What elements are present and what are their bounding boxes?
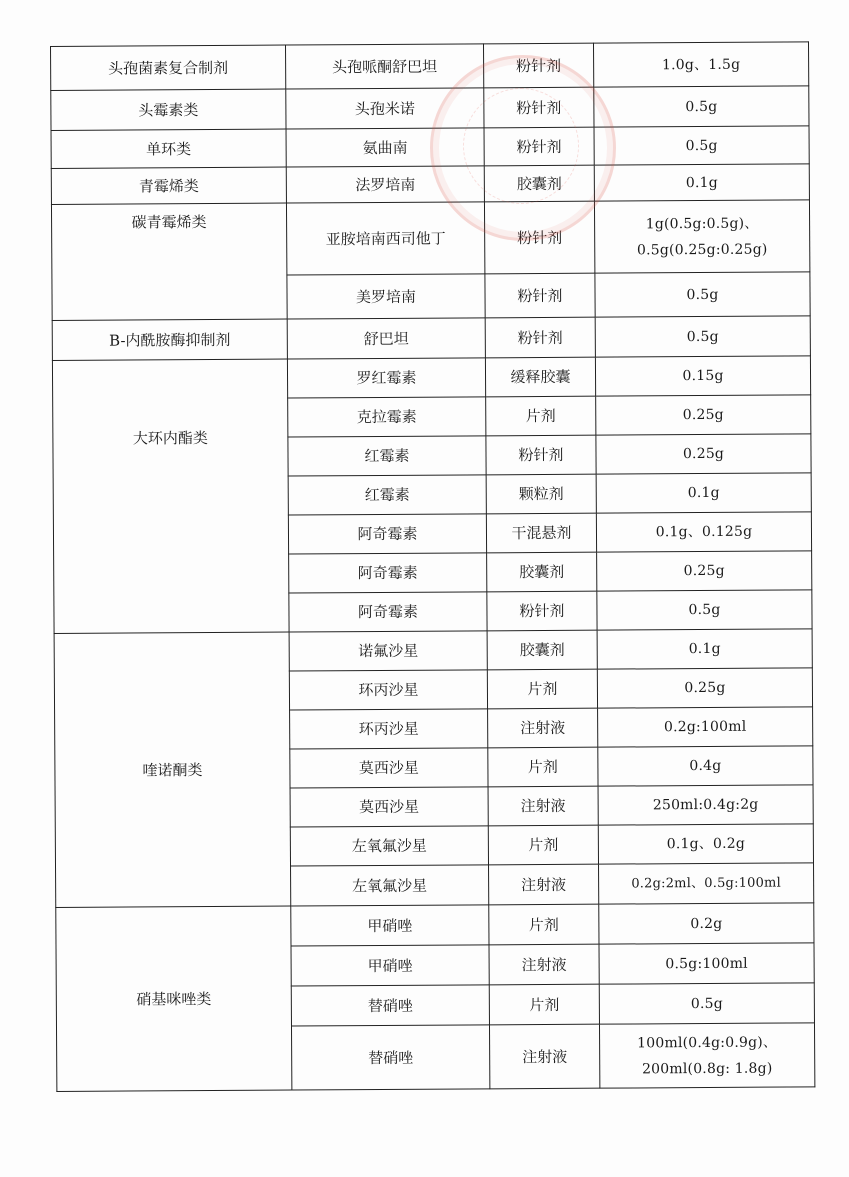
- dosage-form-cell: 片剂: [487, 669, 597, 709]
- dosage-form-cell: 注射液: [488, 786, 598, 826]
- category-cell: 单环类: [51, 129, 286, 168]
- specification-cell: 1.0g、1.5g: [593, 42, 808, 87]
- dosage-form-cell: 注射液: [489, 864, 599, 905]
- dosage-form-cell: 注射液: [489, 944, 599, 985]
- category-cell: 大环内酯类: [52, 359, 289, 633]
- dosage-form-cell: 胶囊剂: [484, 165, 594, 202]
- drug-name-cell: 头孢哌酮舒巴坦: [285, 44, 483, 89]
- table-row: [54, 629, 812, 673]
- drug-name-cell: 美罗培南: [287, 274, 485, 319]
- dosage-form-cell: 干混悬剂: [486, 513, 596, 553]
- category-cell: 头霉素类: [51, 89, 286, 130]
- table-row: [51, 86, 809, 131]
- specification-cell: 0.2g:100ml: [598, 707, 813, 747]
- specification-cell: 0.25g: [596, 434, 811, 474]
- drug-name-cell: 亚胺培南西司他丁: [286, 202, 484, 275]
- specification-cell: 0.2g:2ml、0.5g:100ml: [599, 863, 814, 904]
- table-row: [56, 903, 814, 948]
- drug-name-cell: 氨曲南: [286, 128, 484, 167]
- dosage-form-cell: 粉针剂: [483, 43, 593, 88]
- specification-cell: 0.1g: [596, 473, 811, 513]
- specification-cell: 0.5g: [595, 316, 810, 357]
- dosage-form-cell: 注射液: [488, 708, 598, 748]
- drug-name-cell: 法罗培南: [286, 166, 484, 203]
- dosage-form-cell: 片剂: [486, 396, 596, 436]
- specification-cell: [594, 200, 809, 273]
- dosage-form-cell: 胶囊剂: [487, 552, 597, 592]
- category-cell: 头孢菌素复合制剂: [51, 45, 286, 90]
- dosage-form-cell: 片剂: [489, 904, 599, 945]
- specification-cell: 0.5g: [599, 983, 814, 1024]
- specification-cell: 0.1g: [597, 629, 812, 669]
- specification-cell: 0.5g: [594, 86, 809, 127]
- drug-name-cell: 舒巴坦: [287, 318, 485, 359]
- drug-name-cell: 罗红霉素: [287, 358, 485, 398]
- specification-line: 0.5g(0.25g:0.25g): [636, 241, 768, 258]
- table-row: [52, 356, 810, 400]
- drug-name-cell: 阿奇霉素: [288, 514, 486, 554]
- specification-cell: 0.5g: [594, 126, 809, 165]
- specification-cell: 0.1g、0.2g: [598, 824, 813, 864]
- category-cell: B-内酰胺酶抑制剂: [52, 319, 287, 360]
- specification-line: 200ml(0.8g: 1.8g): [641, 1060, 773, 1077]
- table-row: [51, 164, 809, 205]
- drug-name-cell: 替硝唑: [291, 1025, 489, 1090]
- drug-name-cell: 阿奇霉素: [289, 592, 487, 632]
- drug-name-cell: 头孢米诺: [286, 88, 484, 129]
- dosage-form-cell: 粉针剂: [485, 317, 595, 358]
- drug-name-cell: 阿奇霉素: [289, 553, 487, 593]
- table-row: [51, 42, 809, 91]
- specification-cell: 0.25g: [597, 668, 812, 708]
- dosage-form-cell: 颗粒剂: [486, 474, 596, 514]
- dosage-form-cell: 粉针剂: [486, 435, 596, 475]
- drug-name-cell: 环丙沙星: [290, 709, 488, 749]
- drug-name-cell: 红霉素: [288, 475, 486, 515]
- specification-line: 100ml(0.4g:0.9g)、: [637, 1034, 778, 1051]
- dosage-form-cell: 粉针剂: [484, 87, 594, 128]
- specification-cell: 0.25g: [597, 551, 812, 591]
- table-row: [51, 126, 809, 169]
- specification-cell: 0.2g: [599, 903, 814, 944]
- dosage-form-cell: 注射液: [489, 1024, 599, 1089]
- category-cell: 硝基咪唑类: [56, 906, 292, 1091]
- drug-name-cell: 环丙沙星: [289, 670, 487, 710]
- specification-cell: 0.15g: [595, 356, 810, 396]
- dosage-form-cell: 胶囊剂: [487, 630, 597, 670]
- dosage-form-cell: 缓释胶囊: [485, 357, 595, 397]
- dosage-form-cell: 片剂: [488, 747, 598, 787]
- drug-name-cell: 左氧氟沙星: [290, 826, 488, 866]
- category-cell: 喹诺酮类: [54, 632, 291, 907]
- drug-name-cell: 克拉霉素: [288, 397, 486, 437]
- drug-name-cell: 甲硝唑: [291, 905, 489, 946]
- drug-name-cell: 红霉素: [288, 436, 486, 476]
- specification-cell: [599, 1023, 814, 1088]
- category-cell: 碳青霉烯类: [51, 203, 287, 320]
- specification-cell: 250ml:0.4g:2g: [598, 785, 813, 825]
- drug-name-cell: 莫西沙星: [290, 787, 488, 827]
- dosage-form-cell: 片剂: [488, 825, 598, 865]
- specification-cell: 0.5g:100ml: [599, 943, 814, 984]
- category-cell: 青霉烯类: [51, 167, 286, 204]
- specification-cell: 0.1g: [594, 164, 809, 201]
- specification-cell: 0.1g、0.125g: [596, 512, 811, 552]
- drug-name-cell: 替硝唑: [291, 985, 489, 1026]
- specification-cell: 0.5g: [597, 590, 812, 630]
- drug-name-cell: 左氧氟沙星: [291, 865, 489, 906]
- dosage-form-cell: 粉针剂: [484, 201, 594, 274]
- specification-cell: 0.4g: [598, 746, 813, 786]
- specification-cell: 0.25g: [596, 395, 811, 435]
- dosage-form-cell: 片剂: [489, 984, 599, 1025]
- dosage-form-cell: 粉针剂: [485, 273, 595, 318]
- drug-name-cell: 诺氟沙星: [289, 631, 487, 671]
- table-row: [52, 316, 810, 361]
- dosage-form-cell: 粉针剂: [487, 591, 597, 631]
- drug-name-cell: 莫西沙星: [290, 748, 488, 788]
- table-row: [51, 200, 809, 277]
- drug-name-cell: 甲硝唑: [291, 945, 489, 986]
- dosage-form-cell: 粉针剂: [484, 127, 594, 166]
- specification-cell: 0.5g: [595, 272, 810, 317]
- specification-line: 1g(0.5g:0.5g)、: [645, 215, 759, 232]
- drug-table: [50, 41, 815, 1092]
